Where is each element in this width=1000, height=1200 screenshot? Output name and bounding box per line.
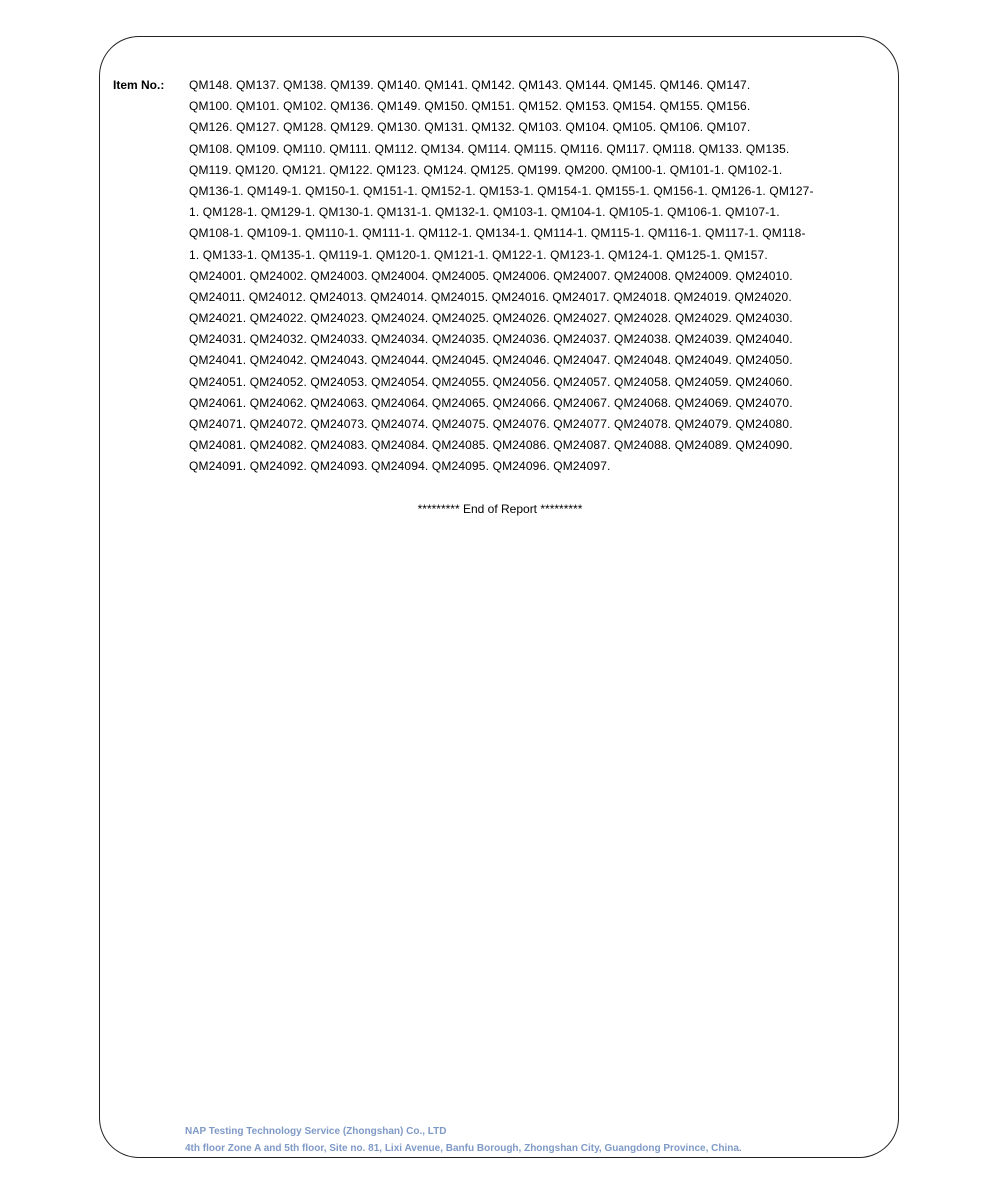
item-line: QM24091. QM24092. QM24093. QM24094. QM24095. QM24096. QM24097. bbox=[189, 459, 611, 474]
item-line: QM100. QM101. QM102. QM136. QM149. QM150. QM151. QM152. QM153. QM154. QM155. QM156. bbox=[189, 99, 751, 114]
footer bbox=[185, 1124, 742, 1157]
item-no-label: Item No.: bbox=[113, 78, 165, 92]
item-line: 1. QM133-1. QM135-1. QM119-1. QM120-1. QM121-1. QM122-1. QM123-1. QM124-1. QM125-1. QM157. bbox=[189, 247, 768, 262]
end-of-report: ********* End of Report ********* bbox=[417, 502, 583, 516]
item-line: QM148. QM137. QM138. QM139. QM140. QM141. QM142. QM143. QM144. QM145. QM146. QM147. bbox=[189, 78, 751, 92]
item-line: QM119. QM120. QM121. QM122. QM123. QM124. QM125. QM199. QM200. QM100-1. QM101-1. QM102-1. bbox=[189, 162, 783, 177]
item-line: QM24011. QM24012. QM24013. QM24014. QM24015. QM24016. QM24017. QM24018. QM24019. QM24020. bbox=[189, 289, 792, 304]
item-line: 1. QM128-1. QM129-1. QM130-1. QM131-1. QM132-1. QM103-1. QM104-1. QM105-1. QM106-1. QM107-1. bbox=[189, 205, 780, 220]
item-line: QM136-1. QM149-1. QM150-1. QM151-1. QM152-1. QM153-1. QM154-1. QM155-1. QM156-1. QM126-1. QM127- bbox=[189, 183, 814, 198]
item-line: QM108. QM109. QM110. QM111. QM112. QM134. QM114. QM115. QM116. QM117. QM118. QM133. QM135. bbox=[189, 141, 790, 156]
item-line: QM24051. QM24052. QM24053. QM24054. QM24055. QM24056. QM24057. QM24058. QM24059. QM24060. bbox=[189, 374, 793, 389]
item-line: QM24041. QM24042. QM24043. QM24044. QM24045. QM24046. QM24047. QM24048. QM24049. QM24050. bbox=[189, 353, 793, 368]
item-line: QM24071. QM24072. QM24073. QM24074. QM24075. QM24076. QM24077. QM24078. QM24079. QM24080. bbox=[189, 417, 793, 431]
item-line: QM24081. QM24082. QM24083. QM24084. QM24085. QM24086. QM24087. QM24088. QM24089. QM24090. bbox=[189, 438, 793, 453]
item-line: QM24031. QM24032. QM24033. QM24034. QM24035. QM24036. QM24037. QM24038. QM24039. QM24040. bbox=[189, 332, 793, 347]
item-line: QM24001. QM24002. QM24003. QM24004. QM24005. QM24006. QM24007. QM24008. QM24009. QM24010. bbox=[189, 268, 793, 283]
item-line: QM24021. QM24022. QM24023. QM24024. QM24025. QM24026. QM24027. QM24028. QM24029. QM24030. bbox=[189, 311, 793, 326]
item-line: QM126. QM127. QM128. QM129. QM130. QM131. QM132. QM103. QM104. QM105. QM106. QM107. bbox=[189, 120, 751, 135]
item-line: QM108-1. QM109-1. QM110-1. QM111-1. QM112-1. QM134-1. QM114-1. QM115-1. QM116-1. QM117-1. QM118- bbox=[189, 226, 806, 241]
footer-address: 4th floor Zone A and 5th floor, Site no. 81, Lixi Avenue, Banfu Borough, Zhongshan City, Guangdong Province, China. bbox=[185, 1142, 742, 1154]
footer-company-name: NAP Testing Technology Service (Zhongshan) Co., LTD bbox=[185, 1126, 447, 1137]
item-line: QM24061. QM24062. QM24063. QM24064. QM24065. QM24066. QM24067. QM24068. QM24069. QM24070. bbox=[189, 395, 793, 410]
item-number-list bbox=[189, 75, 873, 478]
